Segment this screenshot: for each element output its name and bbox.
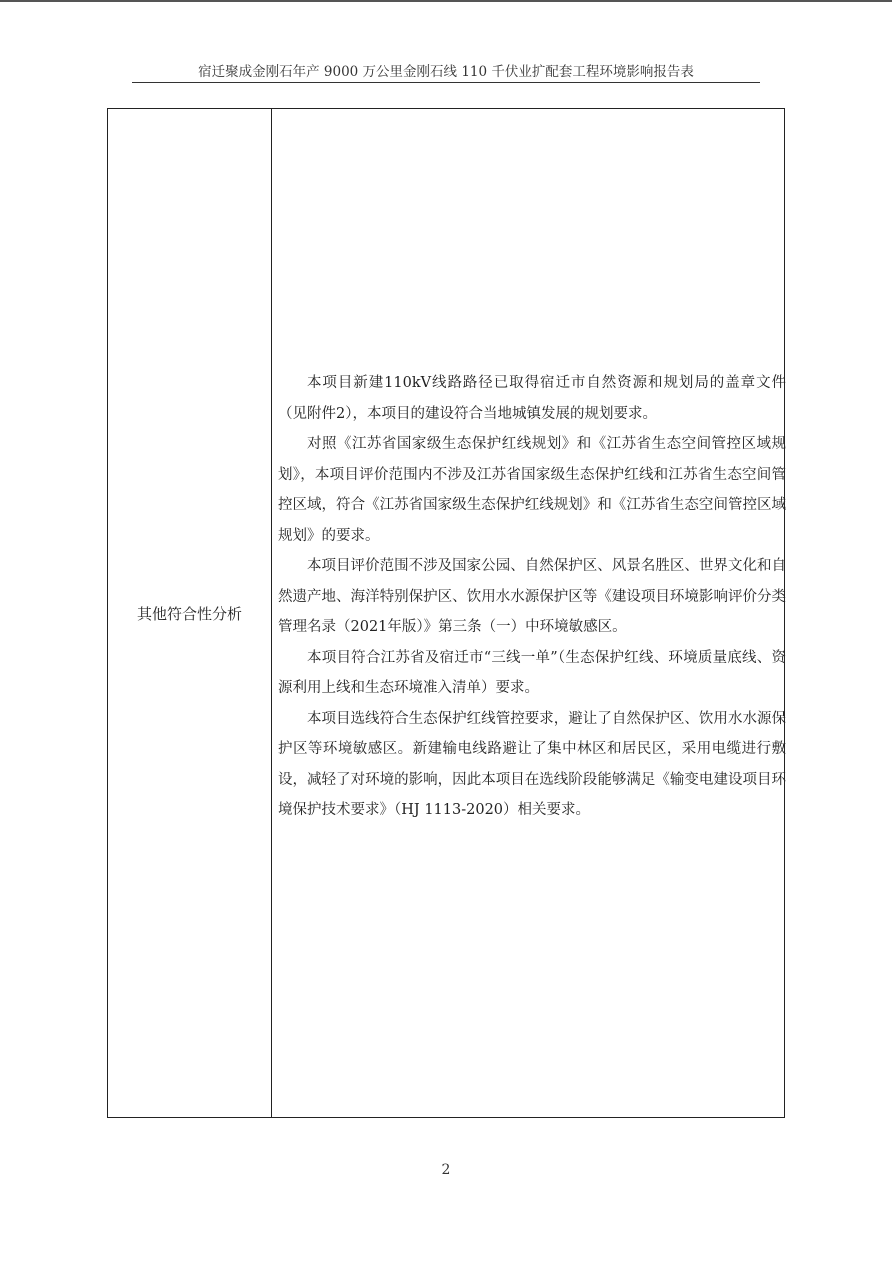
page-top-border [0,0,892,2]
analysis-content [278,368,786,826]
header-rule [132,82,760,83]
paragraph-sensitive-areas: 本项目评价范围不涉及国家公园、自然保护区、风景名胜区、世界文化和自然遗产地、海洋特别保护区、饮用水水源保护区等《建设项目环境影响评价分类管理名录（2021年版）》第三条（一）中环境敏感区。 [278,558,786,635]
paragraph-three-lines-one-list: 本项目符合江苏省及宿迁市“三线一单”（生态保护红线、环境质量底线、资源利用上线和生态环境准入清单）要求。 [278,649,786,696]
row-label-other-compliance: 其他符合性分析 [136,604,242,623]
analysis-table [107,108,785,1118]
paragraph-ecological-redline: 对照《江苏省国家级生态保护红线规划》和《江苏省生态空间管控区域规划》，本项目评价范围内不涉及江苏省国家级生态保护红线和江苏省生态空间管控区域，符合《江苏省国家级生态保护红线规划》和《江苏省生态空间管控区域规划》的要求。 [278,436,786,544]
paragraph-route-selection: 本项目选线符合生态保护红线管控要求，避让了自然保护区、饮用水水源保护区等环境敏感区。新建输电线路避让了集中林区和居民区，采用电缆进行敷设，减轻了对环境的影响，因此本项目在选线阶段能够满足《输变电建设项目环境保护技术要求》（HJ 1113-2020）相关要求。 [278,710,786,818]
paragraph-planning: 本项目新建110kV线路路径已取得宿迁市自然资源和规划局的盖章文件（见附件2），本项目的建设符合当地城镇发展的规划要求。 [278,375,786,422]
page-number: 2 [441,1162,451,1178]
running-header: 宿迁聚成金刚石年产 9000 万公里金刚石线 110 千伏业扩配套工程环境影响报告表 [198,64,694,80]
column-divider [271,109,272,1117]
